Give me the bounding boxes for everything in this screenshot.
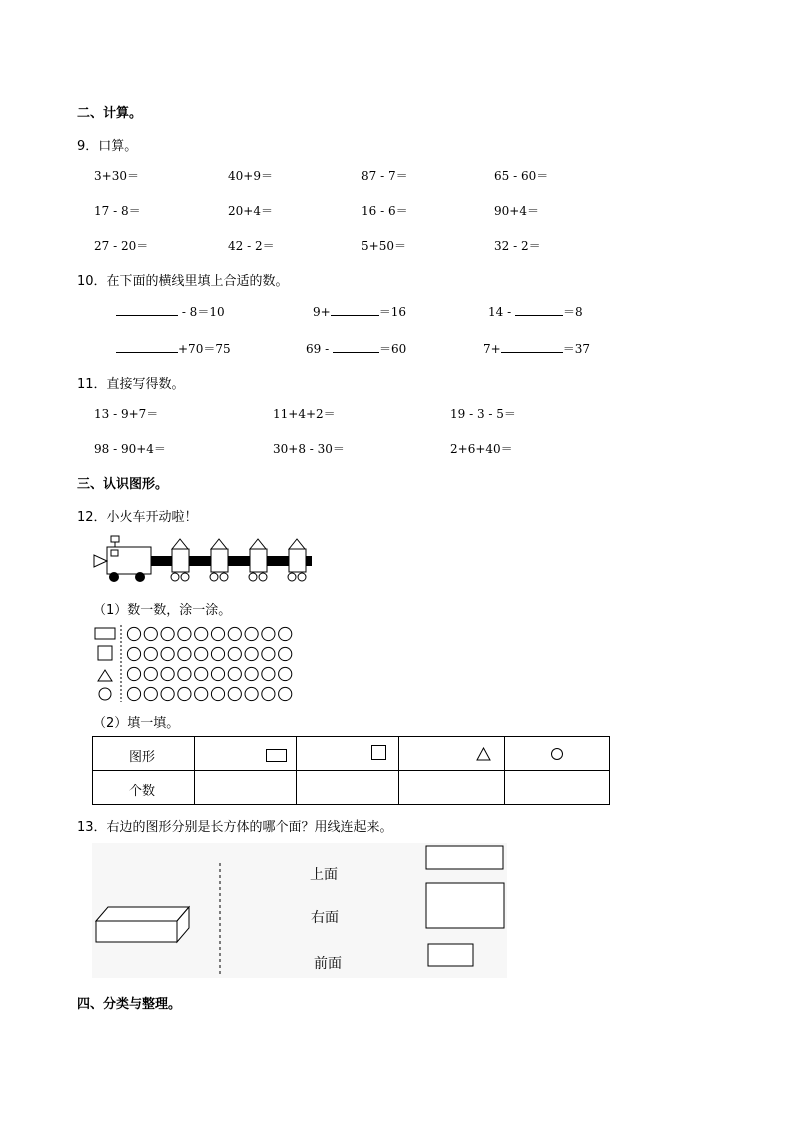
color-circle[interactable] bbox=[245, 687, 258, 700]
color-circle[interactable] bbox=[127, 627, 140, 640]
q9-item: 27 - 20＝ bbox=[94, 239, 149, 253]
q10-item-text: ＝16 bbox=[378, 305, 406, 319]
color-circle[interactable] bbox=[228, 667, 241, 680]
color-circle[interactable] bbox=[127, 667, 140, 680]
color-circle[interactable] bbox=[161, 647, 174, 660]
front-face-rect bbox=[428, 944, 473, 966]
q10-item bbox=[116, 303, 225, 320]
cuboid-shape bbox=[96, 907, 189, 942]
q11-item: 98 - 90+4＝ bbox=[94, 442, 166, 456]
circle-legend bbox=[99, 688, 111, 700]
color-circle[interactable] bbox=[195, 627, 208, 640]
color-circle[interactable] bbox=[161, 627, 174, 640]
fill-table bbox=[92, 736, 610, 805]
q12-title: 12．小火车开动啦！ bbox=[77, 510, 198, 525]
table-cell-circle bbox=[505, 737, 610, 771]
color-circle[interactable] bbox=[211, 627, 224, 640]
q9-item: 17 - 8＝ bbox=[94, 204, 141, 218]
circle-icon bbox=[551, 748, 563, 760]
color-circle[interactable] bbox=[245, 667, 258, 680]
answer-blank[interactable] bbox=[515, 304, 563, 316]
q9-item: 42 - 2＝ bbox=[228, 239, 275, 253]
color-circle[interactable] bbox=[262, 687, 275, 700]
section-3-title: 三、认识图形。 bbox=[77, 477, 169, 492]
q9-item: 40+9＝ bbox=[228, 169, 273, 183]
triangle-icon bbox=[476, 747, 491, 761]
color-circle[interactable] bbox=[195, 687, 208, 700]
q10-item-text: - 8＝10 bbox=[178, 305, 225, 319]
color-circle[interactable] bbox=[279, 647, 292, 660]
color-circle[interactable] bbox=[262, 647, 275, 660]
color-circle[interactable] bbox=[144, 627, 157, 640]
answer-blank[interactable] bbox=[331, 304, 379, 316]
q9-item: 5+50＝ bbox=[361, 239, 406, 253]
q11-item: 30+8 - 30＝ bbox=[273, 442, 345, 456]
table-header-cell bbox=[93, 771, 195, 805]
answer-cell[interactable] bbox=[505, 771, 610, 805]
q10-item-text: +70＝75 bbox=[178, 342, 231, 356]
color-circle[interactable] bbox=[161, 687, 174, 700]
q9-item: 32 - 2＝ bbox=[494, 239, 541, 253]
color-circle[interactable] bbox=[211, 687, 224, 700]
q11-title: 11．直接写得数。 bbox=[77, 377, 185, 392]
q9-item: 16 - 6＝ bbox=[361, 204, 408, 218]
q10-item-text: ＝60 bbox=[378, 342, 407, 356]
triangle-legend bbox=[98, 670, 112, 681]
q10-title: 10．在下面的横线里填上合适的数。 bbox=[77, 274, 289, 289]
q10-item bbox=[116, 340, 231, 357]
color-circle[interactable] bbox=[228, 687, 241, 700]
q10-item-text: ＝37 bbox=[562, 342, 590, 356]
rectangle-icon bbox=[266, 749, 287, 762]
q10-item-text: 69 - bbox=[306, 342, 333, 356]
table-row1-label: 图形 bbox=[129, 750, 156, 765]
q10-item bbox=[488, 303, 583, 320]
q10-item bbox=[313, 303, 406, 320]
q10-item bbox=[483, 340, 590, 357]
color-circle[interactable] bbox=[144, 687, 157, 700]
color-circle[interactable] bbox=[195, 647, 208, 660]
color-circle[interactable] bbox=[178, 687, 191, 700]
color-circle[interactable] bbox=[144, 667, 157, 680]
label-front-face: 前面 bbox=[314, 956, 342, 972]
color-circle[interactable] bbox=[144, 647, 157, 660]
color-circle[interactable] bbox=[178, 627, 191, 640]
q10-item-text: 7+ bbox=[483, 342, 501, 356]
label-right-face: 右面 bbox=[311, 910, 339, 926]
answer-blank[interactable] bbox=[116, 341, 178, 353]
color-circle[interactable] bbox=[127, 647, 140, 660]
right-face-rect bbox=[426, 883, 504, 928]
rect-legend bbox=[95, 628, 115, 639]
table-row2-label: 个数 bbox=[129, 784, 156, 799]
q9-item: 3+30＝ bbox=[94, 169, 139, 183]
train-figure bbox=[90, 533, 315, 585]
color-circle[interactable] bbox=[279, 667, 292, 680]
answer-blank[interactable] bbox=[116, 304, 178, 316]
q12-sub1: （1）数一数，涂一涂。 bbox=[93, 603, 232, 618]
label-top-face: 上面 bbox=[310, 867, 338, 883]
color-circle[interactable] bbox=[228, 627, 241, 640]
color-circle[interactable] bbox=[262, 627, 275, 640]
color-circle[interactable] bbox=[127, 687, 140, 700]
answer-cell[interactable] bbox=[195, 771, 297, 805]
q11-item: 2+6+40＝ bbox=[450, 442, 513, 456]
q13-figure bbox=[92, 843, 507, 978]
table-cell-square bbox=[297, 737, 399, 771]
q11-item: 11+4+2＝ bbox=[273, 407, 336, 421]
color-circle[interactable] bbox=[279, 687, 292, 700]
answer-cell[interactable] bbox=[399, 771, 505, 805]
answer-cell[interactable] bbox=[297, 771, 399, 805]
color-circle[interactable] bbox=[245, 647, 258, 660]
answer-blank[interactable] bbox=[501, 341, 563, 353]
q9-item: 20+4＝ bbox=[228, 204, 273, 218]
section-4-title: 四、分类与整理。 bbox=[77, 997, 182, 1012]
color-circle[interactable] bbox=[195, 667, 208, 680]
table-header-cell bbox=[93, 737, 195, 771]
table-cell-rect bbox=[195, 737, 297, 771]
square-icon bbox=[371, 745, 386, 760]
q9-title: 9．口算。 bbox=[77, 139, 138, 154]
color-circle[interactable] bbox=[211, 647, 224, 660]
square-legend bbox=[98, 646, 112, 660]
q9-item: 90+4＝ bbox=[494, 204, 539, 218]
color-circle[interactable] bbox=[178, 647, 191, 660]
table-cell-triangle bbox=[399, 737, 505, 771]
count-color-chart bbox=[93, 625, 298, 703]
q9-item: 65 - 60＝ bbox=[494, 169, 549, 183]
q10-item-text: 9+ bbox=[313, 305, 331, 319]
q9-item: 87 - 7＝ bbox=[361, 169, 408, 183]
answer-blank[interactable] bbox=[333, 341, 379, 353]
color-circle[interactable] bbox=[211, 667, 224, 680]
color-circle[interactable] bbox=[228, 647, 241, 660]
q13-title: 13．右边的图形分别是长方体的哪个面？用线连起来。 bbox=[77, 820, 393, 835]
color-circle[interactable] bbox=[178, 667, 191, 680]
q11-item: 13 - 9+7＝ bbox=[94, 407, 159, 421]
top-face-rect bbox=[426, 846, 503, 869]
front-triangle bbox=[94, 555, 107, 567]
q10-item-text: ＝8 bbox=[562, 305, 583, 319]
q11-item: 19 - 3 - 5＝ bbox=[450, 407, 516, 421]
color-circle[interactable] bbox=[161, 667, 174, 680]
q10-item-text: 14 - bbox=[488, 305, 515, 319]
section-2-title: 二、计算。 bbox=[77, 106, 143, 121]
q10-item bbox=[306, 340, 406, 357]
color-circle[interactable] bbox=[279, 627, 292, 640]
color-circle[interactable] bbox=[245, 627, 258, 640]
q12-sub2: （2）填一填。 bbox=[93, 716, 180, 731]
color-circle[interactable] bbox=[262, 667, 275, 680]
